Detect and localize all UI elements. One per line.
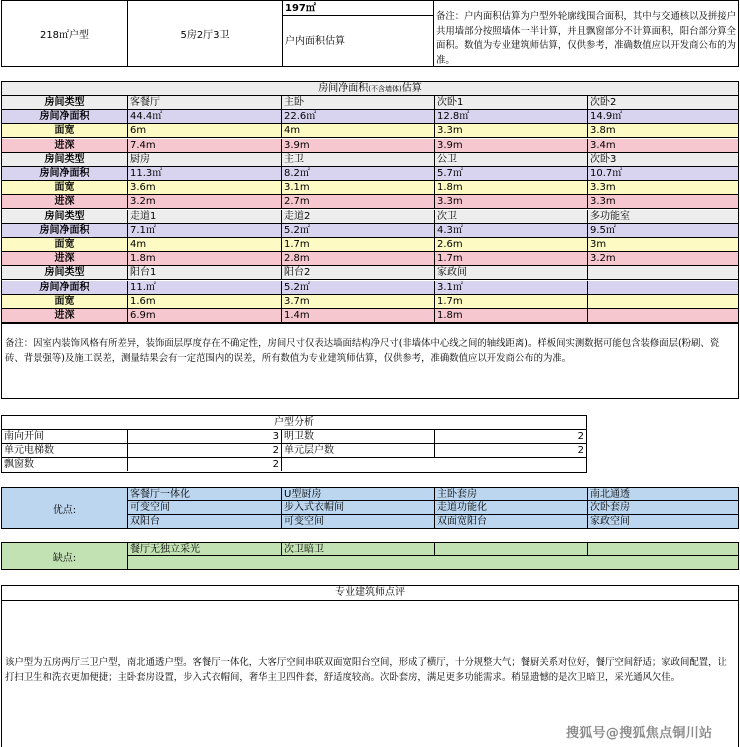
row-label: 房间类型 — [2, 210, 128, 223]
feature-cell: 走道功能化 — [435, 501, 588, 514]
room-type-row — [2, 210, 738, 224]
room-depth-row — [2, 252, 738, 266]
cons-label: 缺点: — [2, 543, 128, 569]
row-label: 面宽 — [2, 181, 128, 194]
analysis-row — [2, 430, 586, 444]
feature-cell: 餐厅无独立采光 — [128, 543, 282, 556]
feature-cell: 步入式衣帽间 — [282, 501, 435, 514]
table-cell: 1.7m — [282, 238, 435, 251]
table-cell: 8.2㎡ — [282, 167, 435, 180]
analysis-cell: 南向开间 — [2, 430, 128, 443]
table-cell: 4m — [282, 124, 435, 137]
inner-area-label: 户内面积估算 — [285, 36, 345, 47]
row-label: 进深 — [2, 139, 128, 152]
row-label: 房间类型 — [2, 153, 128, 166]
cons-table — [1, 542, 739, 570]
row-label: 房间净面积 — [2, 281, 128, 294]
table-cell: 2.8m — [282, 252, 435, 265]
table-cell: 1.8m — [435, 181, 588, 194]
table-cell: 3.4m — [590, 139, 616, 151]
room-width-row — [2, 238, 738, 252]
row-label: 进深 — [2, 252, 128, 265]
table-cell: 次卧3 — [590, 153, 617, 165]
pros-table — [1, 487, 739, 529]
table-cell: 走道2 — [282, 210, 435, 223]
table-cell: 1.7m — [435, 252, 588, 265]
table-cell: 14.9㎡ — [590, 111, 623, 123]
room-depth-row — [2, 309, 738, 323]
table-cell: 44.4㎡ — [128, 110, 282, 123]
feature-cell: 客餐厅一体化 — [128, 488, 282, 501]
row-label: 房间净面积 — [2, 224, 128, 237]
feature-cell: 家政空间 — [590, 515, 630, 527]
table-cell: 5.2㎡ — [282, 224, 435, 237]
analysis-cell: 2 — [577, 431, 584, 442]
table-cell: 3.3m — [590, 182, 616, 194]
table-cell — [588, 309, 738, 322]
table-cell: 1.6m — [128, 295, 282, 308]
analysis-cell: 明卫数 — [282, 430, 435, 443]
table-cell: 主卫 — [282, 153, 435, 166]
room-area-row — [2, 110, 738, 124]
table-cell: 1.7m — [435, 295, 588, 308]
table-cell — [588, 295, 738, 308]
pros-label: 优点: — [2, 488, 128, 528]
table-cell: 3.1㎡ — [435, 281, 588, 294]
table-cell: 3.2m — [128, 195, 282, 208]
table-cell: 公卫 — [435, 153, 588, 166]
unit-layout-label: 5房2厅3卫 — [180, 30, 230, 41]
table-cell: 2.7m — [282, 195, 435, 208]
table-cell: 12.8㎡ — [435, 110, 588, 123]
table-cell: 走道1 — [128, 210, 282, 223]
table-cell: 厨房 — [128, 153, 282, 166]
table-cell: 4m — [128, 238, 282, 251]
table-cell: 2.6m — [435, 238, 588, 251]
feature-cell — [588, 543, 738, 556]
table-cell: 多功能室 — [590, 210, 630, 222]
table-cell — [588, 266, 738, 279]
row-label: 进深 — [2, 309, 128, 322]
net-area-table — [1, 81, 739, 324]
feature-cell: 可变空间 — [128, 501, 282, 514]
table-cell: 1.8m — [128, 252, 282, 265]
room-width-row — [2, 295, 738, 309]
feature-cell: U型厨房 — [282, 488, 435, 501]
row-label: 房间净面积 — [2, 167, 128, 180]
table-cell: 阳台2 — [282, 266, 435, 279]
row-label: 面宽 — [2, 295, 128, 308]
analysis-cell: 3 — [128, 430, 282, 443]
table-cell: 3.8m — [590, 125, 616, 137]
table-cell: 22.6㎡ — [282, 110, 435, 123]
review-text: 该户型为五房两厅三卫户型，南北通透户型。客餐厅一体化，大客厅空间串联双面宽阳台空间，形成了横厅，十分规整大气；餐厨关系对位好，餐厅空间舒适；家政间配置，让打扫卫生和洗衣更加便捷；主卧套房设置，步入式衣帽间，奢华主卫四件套，舒适度较高。次卧套房，满足更多功能需求。稍显遗憾的是次卫暗卫，采光通风欠佳。 — [5, 657, 727, 683]
room-width-row — [2, 124, 738, 138]
table-cell: 次卫 — [435, 210, 588, 223]
analysis-row — [2, 458, 586, 472]
row-label: 房间净面积 — [2, 110, 128, 123]
feature-cell: 可变空间 — [282, 515, 435, 528]
net-area-title: 房间净面积(不含墙体)估算 — [2, 82, 738, 96]
net-area-note: 备注：因室内装饰风格有所差异，装饰面层厚度存在不确定性，房间尺寸仅表达墙面结构净尺寸(非墙体中心线之间的轴线距离)。样板间实测数据可能包含装修面层(粉刷、瓷砖、背景强等)及施工误差，测量结果会有一定范围内的误差，所有数值为专业建筑师估算，仅供参考，准确数值应以开发商公布的为准。 — [1, 324, 739, 399]
row-label: 面宽 — [2, 124, 128, 137]
table-cell: 3.3m — [435, 124, 588, 137]
analysis-cell: 单元层户数 — [282, 444, 435, 457]
table-cell — [588, 281, 738, 294]
unit-area-label: 218㎡户型 — [39, 30, 90, 41]
feature-cell: 主卧套房 — [435, 488, 588, 501]
table-cell: 4.3㎡ — [435, 224, 588, 237]
row-label: 面宽 — [2, 238, 128, 251]
table-cell: 5.2㎡ — [282, 281, 435, 294]
room-type-row — [2, 153, 738, 167]
room-type-row — [2, 266, 738, 280]
table-cell: 客餐厅 — [128, 96, 282, 109]
row-label: 房间类型 — [2, 96, 128, 109]
header-note: 备注：户内面积估算为户型外轮廓线围合面积，其中与交通核以及拼接户共用墙部分按照墙体一半计算，并且飘窗部分不计算面积，阳台部分算全面积。数值为专业建筑师估算，仅供参考，准确数值应以开发商公布的为准。 — [436, 11, 737, 66]
analysis-row — [2, 444, 586, 458]
table-cell: 阳台1 — [128, 266, 282, 279]
table-cell: 3.9m — [282, 139, 435, 152]
feature-cell: 双阳台 — [128, 515, 282, 528]
row-label: 房间类型 — [2, 266, 128, 279]
table-cell: 3.3m — [435, 195, 588, 208]
room-width-row — [2, 181, 738, 195]
analysis-title: 户型分析 — [2, 416, 586, 430]
table-cell: 11.㎡ — [128, 281, 282, 294]
analysis-cell: 2 — [128, 458, 282, 471]
table-cell: 10.7㎡ — [590, 168, 623, 179]
table-cell: 6.9m — [128, 309, 282, 322]
table-cell: 1.4m — [282, 309, 435, 322]
table-cell: 3.9m — [435, 139, 588, 152]
feature-cell: 双面宽阳台 — [435, 515, 588, 528]
table-cell: 3m — [590, 239, 607, 250]
table-cell: 3.6m — [128, 181, 282, 194]
feature-cell: 南北通透 — [588, 488, 738, 501]
table-cell: 7.4m — [128, 139, 282, 152]
header-table — [1, 0, 739, 67]
room-depth-row — [2, 195, 738, 209]
room-type-row — [2, 96, 738, 110]
table-cell: 1.8m — [435, 309, 588, 322]
room-area-row — [2, 224, 738, 238]
table-cell: 7.1㎡ — [128, 224, 282, 237]
feature-cell: 次卫暗卫 — [282, 543, 435, 556]
table-cell: 次卧1 — [435, 96, 588, 109]
room-depth-row — [2, 139, 738, 153]
table-cell: 3.7m — [282, 295, 435, 308]
table-cell: 家政间 — [435, 266, 588, 279]
inner-area-value: 197㎡ — [285, 3, 316, 14]
analysis-cell: 2 — [577, 445, 584, 456]
analysis-cell: 单元电梯数 — [2, 444, 128, 457]
table-cell: 11.3㎡ — [128, 167, 282, 180]
room-area-row — [2, 281, 738, 295]
row-label: 进深 — [2, 195, 128, 208]
analysis-cell: 飘窗数 — [2, 458, 128, 471]
table-cell: 5.7㎡ — [435, 167, 588, 180]
table-cell: 6m — [128, 124, 282, 137]
review-title: 专业建筑师点评 — [2, 586, 738, 601]
feature-cell: 次卧套房 — [588, 501, 738, 514]
table-cell: 3.2m — [590, 253, 616, 265]
feature-cell — [435, 543, 588, 556]
table-cell: 9.5㎡ — [590, 224, 616, 236]
room-area-row — [2, 167, 738, 181]
table-cell: 次卧2 — [590, 97, 617, 108]
analysis-table — [1, 415, 587, 473]
table-cell: 主卧 — [282, 96, 435, 109]
table-cell: 3.3m — [590, 196, 616, 208]
analysis-cell: 2 — [128, 444, 282, 457]
table-cell: 3.1m — [282, 181, 435, 194]
watermark: 搜狐号@搜狐焦点铜川站 — [566, 726, 713, 741]
